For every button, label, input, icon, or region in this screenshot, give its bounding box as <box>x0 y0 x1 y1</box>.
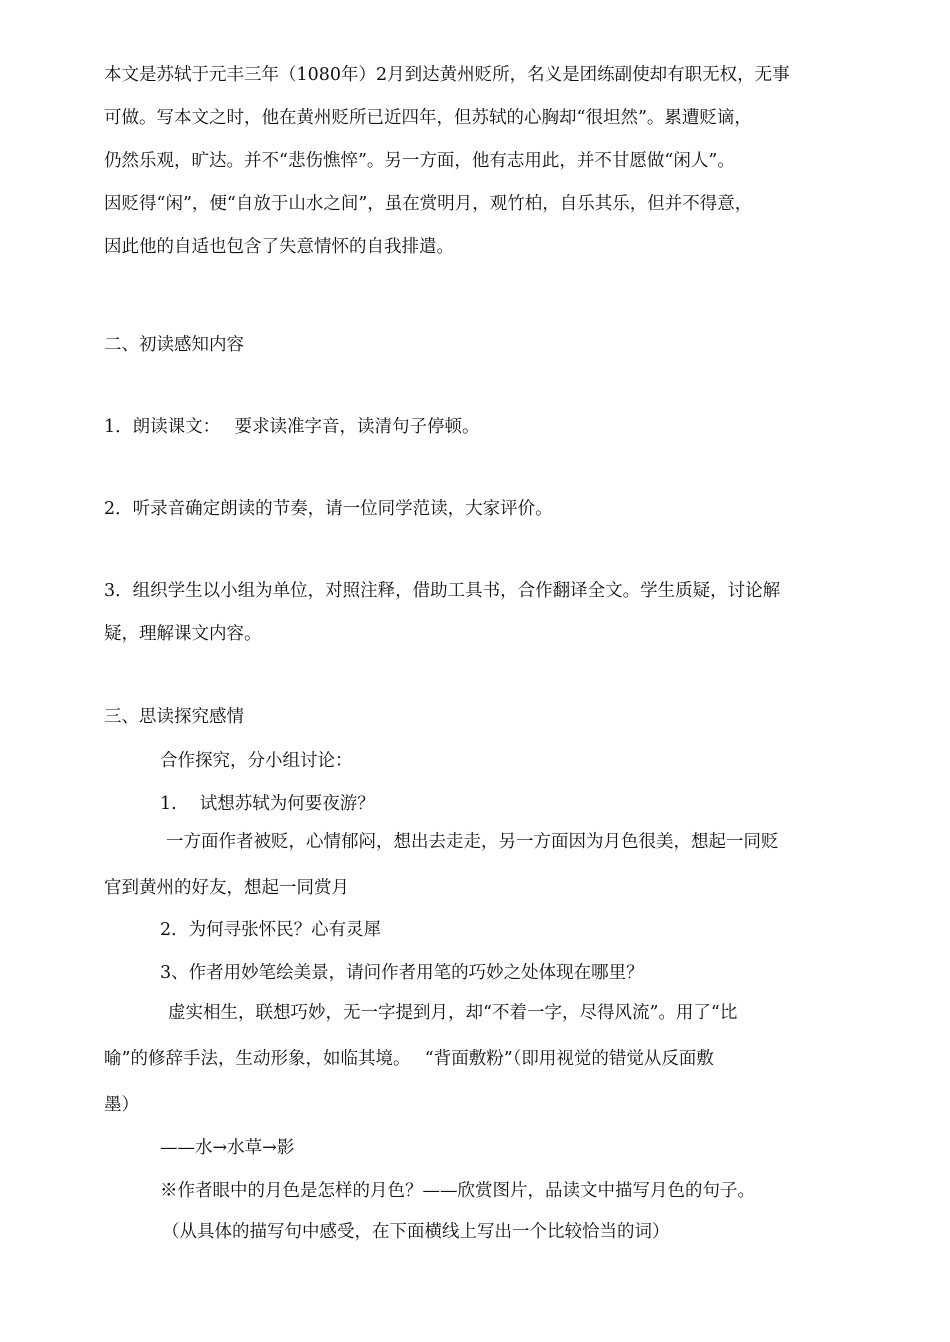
answer-1-line-1: 一方面作者被贬，心情郁闷，想出去走走，另一方面因为月色很美，想起一同贬 <box>166 832 779 852</box>
section-2-item-1: 1．朗读课文： 要求读准字音，读清句子停顿。 <box>104 417 480 437</box>
moonlight-note: ※作者眼中的月色是怎样的月色？——欣赏图片，品读文中描写月色的句子。 <box>160 1181 755 1201</box>
intro-line-1: 本文是苏轼于元丰三年（1080年）2月到达黄州贬所，名义是团练副使却有职无权，无事 <box>104 65 790 85</box>
section-3-heading: 三、思读探究感情 <box>104 707 244 727</box>
answer-3-line-3: 墨） <box>104 1095 139 1115</box>
answer-3-line-2: 喻”的修辞手法，生动形象，如临其境。 “背面敷粉”（即用视觉的错觉从反面敷 <box>104 1049 714 1069</box>
question-1: 1. 试想苏轼为何要夜游？ <box>160 794 375 814</box>
intro-line-5: 因此他的自适也包含了失意情怀的自我排遣。 <box>104 237 454 257</box>
fill-in-instruction: （从具体的描写句中感受，在下面横线上写出一个比较恰当的词） <box>162 1222 670 1242</box>
answer-1-line-2: 官到黄州的好友，想起一同赏月 <box>104 878 349 898</box>
intro-line-4: 因贬得“闲”，便“自放于山水之间”，虽在赏明月，观竹柏，自乐其乐，但并不得意， <box>104 194 753 214</box>
section-2-heading: 二、初读感知内容 <box>104 335 244 355</box>
section-3-intro: 合作探究，分小组讨论： <box>160 751 353 771</box>
reflection-chain: ——水→水草→影 <box>160 1138 295 1158</box>
section-2-item-3-line-1: 3．组织学生以小组为单位，对照注释，借助工具书，合作翻译全文。学生质疑，讨论解 <box>104 581 781 601</box>
intro-line-2: 可做。写本文之时，他在黄州贬所已近四年，但苏轼的心胸却“很坦然”。累遭贬谪， <box>104 108 752 128</box>
answer-3-line-1: 虚实相生，联想巧妙，无一字提到月，却“不着一字，尽得风流”。用了“比 <box>168 1003 738 1023</box>
section-2-item-2: 2．听录音确定朗读的节奏，请一位同学范读，大家评价。 <box>104 499 553 519</box>
section-2-item-3-line-2: 疑，理解课文内容。 <box>104 624 262 644</box>
question-2: 2．为何寻张怀民？心有灵犀 <box>160 920 382 940</box>
intro-line-3: 仍然乐观，旷达。并不“悲伤憔悴”。另一方面，他有志用此，并不甘愿做“闲人”。 <box>104 151 735 171</box>
question-3: 3、作者用妙笔绘美景，请问作者用笔的巧妙之处体现在哪里？ <box>160 963 644 983</box>
